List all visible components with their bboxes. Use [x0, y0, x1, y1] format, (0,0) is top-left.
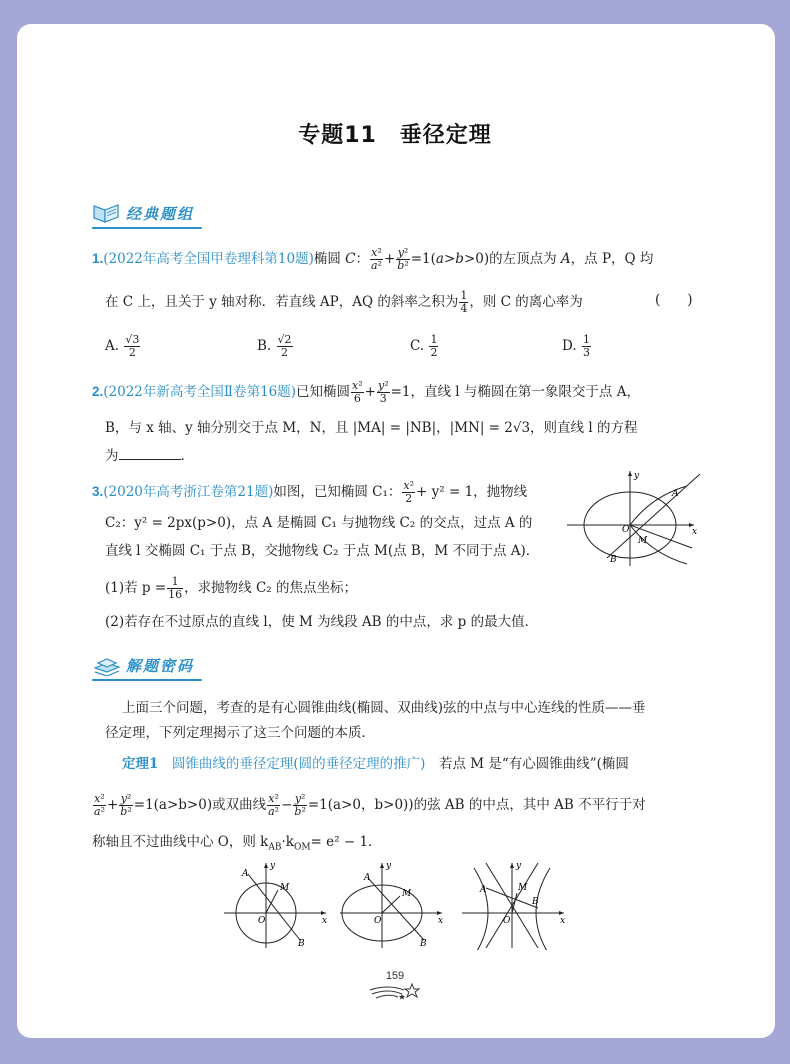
- q1-line2: 在 C 上，且关于 y 轴对称．若直线 AP，AQ 的斜率之积为 $\frac{1}{4}$ ，则 C 的离心率为: [105, 289, 583, 315]
- analysis-line1: 上面三个问题，考查的是有心圆锥曲线(椭圆、双曲线)弦的中点与中心连线的性质——垂: [122, 700, 646, 716]
- svg-text:y: y: [516, 861, 522, 871]
- q3-part2: (2)若存在不过原点的直线 l，使 M 为线段 AB 的中点，求 p 的最大值．: [105, 614, 539, 630]
- q3-part1: (1)若 p = $\frac{1}{16}$ ，求抛物线 C₂ 的焦点坐标；: [105, 575, 357, 601]
- q3-line3: 直线 l 交椭圆 C₁ 于点 B，交抛物线 C₂ 于点 M(点 B，M 不同于点 A)．: [105, 543, 540, 559]
- svg-text:O: O: [374, 916, 382, 926]
- svg-text:B: B: [420, 939, 427, 949]
- svg-text:y: y: [386, 861, 392, 871]
- analysis-line2: 径定理，下列定理揭示了这三个问题的本质．: [105, 725, 375, 741]
- q2-line1: 2.(2022年新高考全国Ⅱ卷第16题)已知椭圆 $\frac{\text{x²}}{6}$ + $\frac{\text{y²}}{3}$ =1，直线 l 与椭圆在第一象限交于点 A，: [92, 379, 640, 405]
- svg-text:y: y: [270, 861, 276, 871]
- q2-line3: 为 .: [105, 445, 185, 466]
- q3-line1: 3.(2020年高考浙江卷第21题)如图，已知椭圆 C₁： $\frac{\text{x²}}{2}$ + y² = 1，抛物线: [92, 479, 528, 505]
- svg-text:B: B: [532, 897, 539, 907]
- svg-text:M: M: [518, 883, 528, 893]
- theorem-line3: 称轴且不过曲线中心 O，则 $k_{AB}\cdot k_{OM}= e^2 - 1$．: [92, 834, 382, 853]
- q1-option-d: D. $\frac{1}{3}$: [562, 333, 590, 359]
- svg-text:B: B: [610, 555, 617, 565]
- svg-text:x: x: [322, 916, 328, 926]
- hyperbola-figure: [460, 860, 568, 950]
- svg-text:x: x: [560, 916, 566, 926]
- theorem-line2: $\frac{\text{x²}}{\text{a²}}$ + $\frac{\text{y²}}{\text{b²}}$ =1(a>b>0)或双曲线 $\frac{\text{x²}}{\text{a²}}$ − $\frac{\text{y²}}{\text{b²}}$ =1(a>0，b>0))的弦 AB 的中点，其中 AB 不平行于对: [94, 792, 646, 818]
- svg-text:A: A: [672, 489, 679, 499]
- q1-option-a: A. $\frac{√3}{2}$: [105, 333, 140, 359]
- svg-text:M: M: [280, 883, 290, 893]
- ellipse-figure: [338, 860, 446, 950]
- answer-blank: [119, 445, 181, 460]
- book-icon: [92, 202, 122, 224]
- svg-text:A: A: [364, 873, 371, 883]
- q3-figure: [562, 468, 702, 568]
- circle-figure: [222, 860, 330, 950]
- svg-text:O: O: [622, 525, 630, 535]
- svg-text:M: M: [638, 536, 648, 546]
- svg-text:x: x: [692, 527, 698, 537]
- svg-text:y: y: [634, 471, 640, 481]
- section-label: 解题密码: [126, 656, 195, 675]
- theorem-line1: 定理1 圆锥曲线的垂径定理(圆的垂径定理的推广) 若点 M 是“有心圆锥曲线”(椭圆: [122, 756, 629, 772]
- svg-text:A: A: [480, 885, 487, 895]
- q1-answer-paren: ( ): [655, 292, 693, 308]
- svg-text:x: x: [438, 916, 444, 926]
- books-stack-icon: [92, 654, 122, 676]
- q1-option-b: B. $\frac{√2}{2}$: [257, 333, 292, 359]
- svg-text:A: A: [242, 869, 249, 879]
- q3-line2: C₂：y² = 2px(p>0)，点 A 是椭圆 C₁ 与抛物线 C₂ 的交点，过点 A 的: [105, 515, 533, 531]
- section-header-classic: [92, 200, 194, 226]
- star-ornament-icon: [368, 982, 424, 1002]
- svg-text:O: O: [503, 916, 511, 926]
- page-title: 专题11 垂径定理: [298, 123, 492, 148]
- page-number: 159: [385, 970, 405, 982]
- q1-option-c: C. $\frac{1}{2}$: [410, 333, 438, 359]
- section-label: 经典题组: [126, 204, 195, 223]
- q2-line2: B，与 x 轴、y 轴分别交于点 M，N，且 |MA| = |NB|，|MN| = 2√3，则直线 l 的方程: [105, 420, 638, 436]
- q1-line1: 1.(2022年高考全国甲卷理科第10题)椭圆 C： $\frac{\text{x²}}{\text{a²}}$ + $\frac{\text{y²}}{\text{b²}}$ =1(a>b>0)的左顶点为 A，点 P，Q 均: [92, 246, 654, 272]
- svg-text:O: O: [258, 916, 266, 926]
- svg-text:M: M: [402, 889, 412, 899]
- section-header-secret: [92, 652, 194, 678]
- svg-text:B: B: [298, 939, 305, 949]
